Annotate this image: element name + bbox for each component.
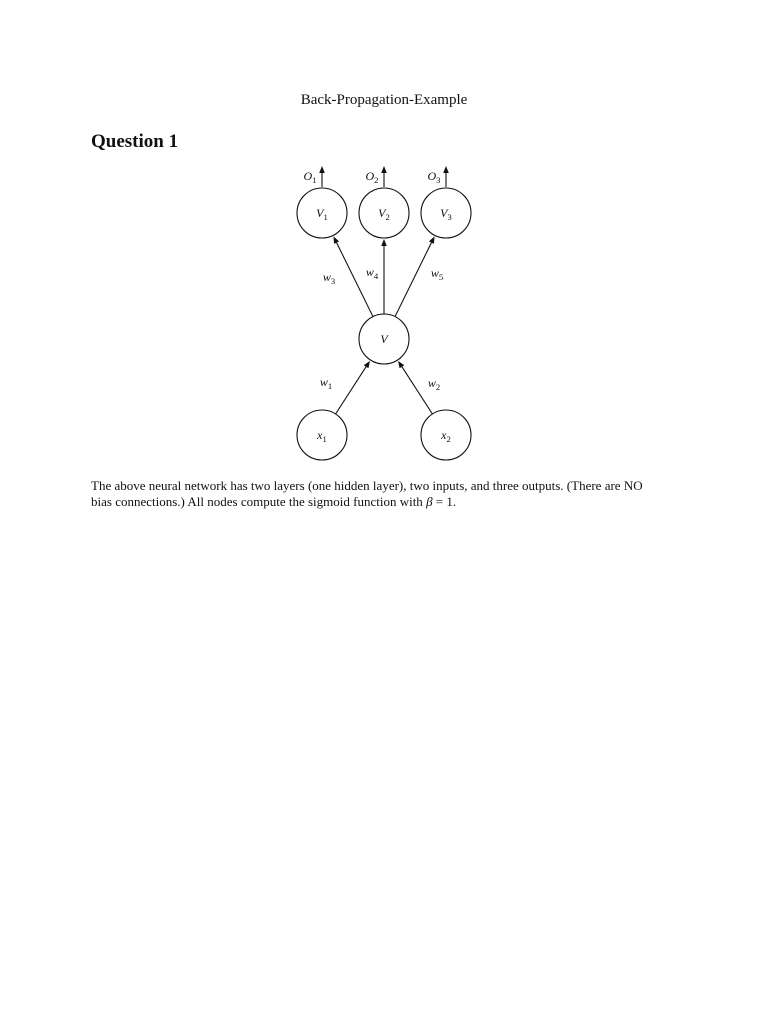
node-V3 <box>421 188 471 238</box>
node-label-V1: $V_1$ <box>316 206 328 222</box>
node-x2 <box>421 410 471 460</box>
output-label-O2: $O_2$ <box>365 169 379 185</box>
output-label-O3: $O_3$ <box>427 169 441 185</box>
output-arrow-V3 <box>443 166 449 187</box>
outputs-layer <box>304 166 449 187</box>
weight-label-w5: $w_5$ <box>430 266 444 282</box>
edge-x1-V <box>336 361 370 414</box>
section-heading: Question 1 <box>91 131 179 152</box>
node-V <box>359 314 409 364</box>
network-description <box>91 478 691 510</box>
node-label-V2: $V_2$ <box>378 206 390 222</box>
node-label-V: V <box>380 332 388 346</box>
output-arrow-V1 <box>319 166 325 187</box>
description-line-2 <box>91 494 691 510</box>
weight-label-w2: $w_2$ <box>427 376 441 392</box>
edge-V-V3 <box>395 236 434 316</box>
document-title: Back-Propagation-Example <box>300 92 468 108</box>
weight-label-w1: $w_1$ <box>319 375 333 391</box>
weight-label-w3: $w_3$ <box>322 270 336 286</box>
node-label-V3: $V_3$ <box>440 206 452 222</box>
description-line-2-text: bias connections.) All nodes compute the sigmoid function with <box>91 494 427 509</box>
nodes-layer <box>297 188 471 460</box>
description-line-2-end: = 1. <box>432 494 457 509</box>
node-V2 <box>359 188 409 238</box>
description-line-1: The above neural network has two layers (one hidden layer), two inputs, and three outputs. (There are NO <box>91 478 643 493</box>
weight-label-w4: $w_4$ <box>365 265 379 281</box>
beta-symbol: β <box>426 494 433 509</box>
node-x1 <box>297 410 347 460</box>
output-arrow-V2 <box>381 166 387 187</box>
output-label-O1: $O_1$ <box>303 169 317 185</box>
edge-V-V2 <box>381 239 387 314</box>
node-label-x1: $x_1$ <box>317 428 327 444</box>
node-V1 <box>297 188 347 238</box>
node-label-x2: $x_2$ <box>441 428 451 444</box>
